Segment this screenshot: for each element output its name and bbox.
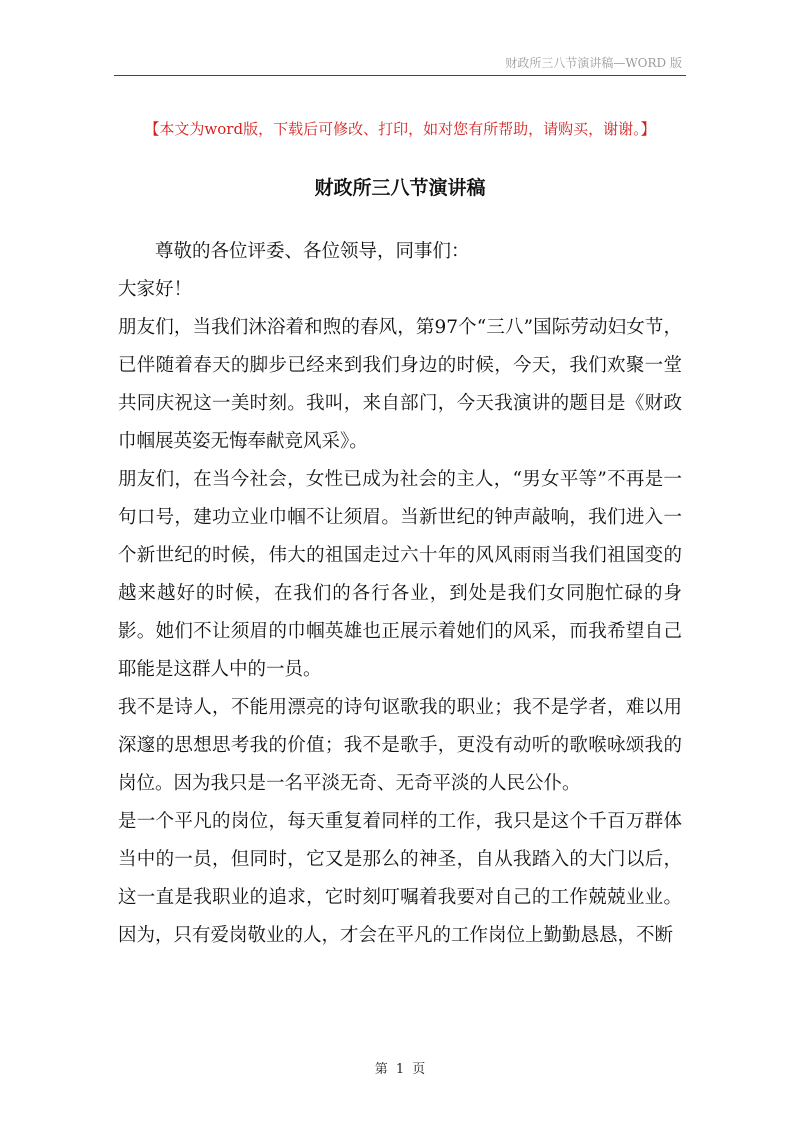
body-paragraph-1: 朋友们，当我们沐浴着和煦的春风，第97个“三八”国际劳动妇女节，已伴随着春天的脚步已经来到我们身边的时候，今天，我们欢聚一堂共同庆祝这一美时刻。我叫，来自部门，今天我演讲的题目是《财政巾帼展英姿无悔奉献竞风采》。 [118, 317, 682, 452]
body-paragraph-2: 朋友们，在当今社会，女性已成为社会的主人，“男女平等”不再是一句口号，建功立业巾帼不让须眉。当新世纪的钟声敲响，我们进入一个新世纪的时候，伟大的祖国走过六十年的风风雨雨当我们祖国变的越来越好的时候，在我们的各行各业，到处是我们女同胞忙碌的身影。她们不让须眉的巾帼英雄也正展示着她们的风采，而我希望自己耶能是这群人中的一员。 [118, 469, 682, 680]
greeting-paragraph: 大家好！ [118, 279, 193, 300]
document-body [118, 233, 682, 955]
body-paragraph-4: 是一个平凡的岗位，每天重复着同样的工作，我只是这个千百万群体当中的一员，但同时，它又是那么的神圣，自从我踏入的大门以后，这一直是我职业的追求，它时刻叮嘱着我要对自己的工作兢兢业业。因为，只有爱岗敬业的人，才会在平凡的工作岗位上勤勤恳恳，不断 [118, 811, 682, 946]
header-divider [114, 75, 686, 76]
page-label-prefix: 第 [374, 1062, 388, 1077]
page-label-suffix: 页 [412, 1062, 426, 1077]
page-number: 1 [395, 1062, 405, 1077]
download-notice: 【本文为word版，下载后可修改、打印，如对您有所帮助，请购买，谢谢。】 [144, 120, 656, 138]
document-title: 财政所三八节演讲稿 [314, 177, 486, 199]
running-header: 财政所三八节演讲稿—WORD 版 [505, 56, 682, 70]
page-footer [0, 1058, 800, 1077]
salutation-paragraph: 尊敬的各位评委、各位领导，同事们： [155, 241, 470, 262]
body-paragraph-3: 我不是诗人，不能用漂亮的诗句讴歌我的职业；我不是学者，难以用深邃的思想思考我的价值；我不是歌手，更没有动听的歌喉咏颂我的岗位。因为我只是一名平淡无奇、无奇平淡的人民公仆。 [118, 697, 682, 794]
